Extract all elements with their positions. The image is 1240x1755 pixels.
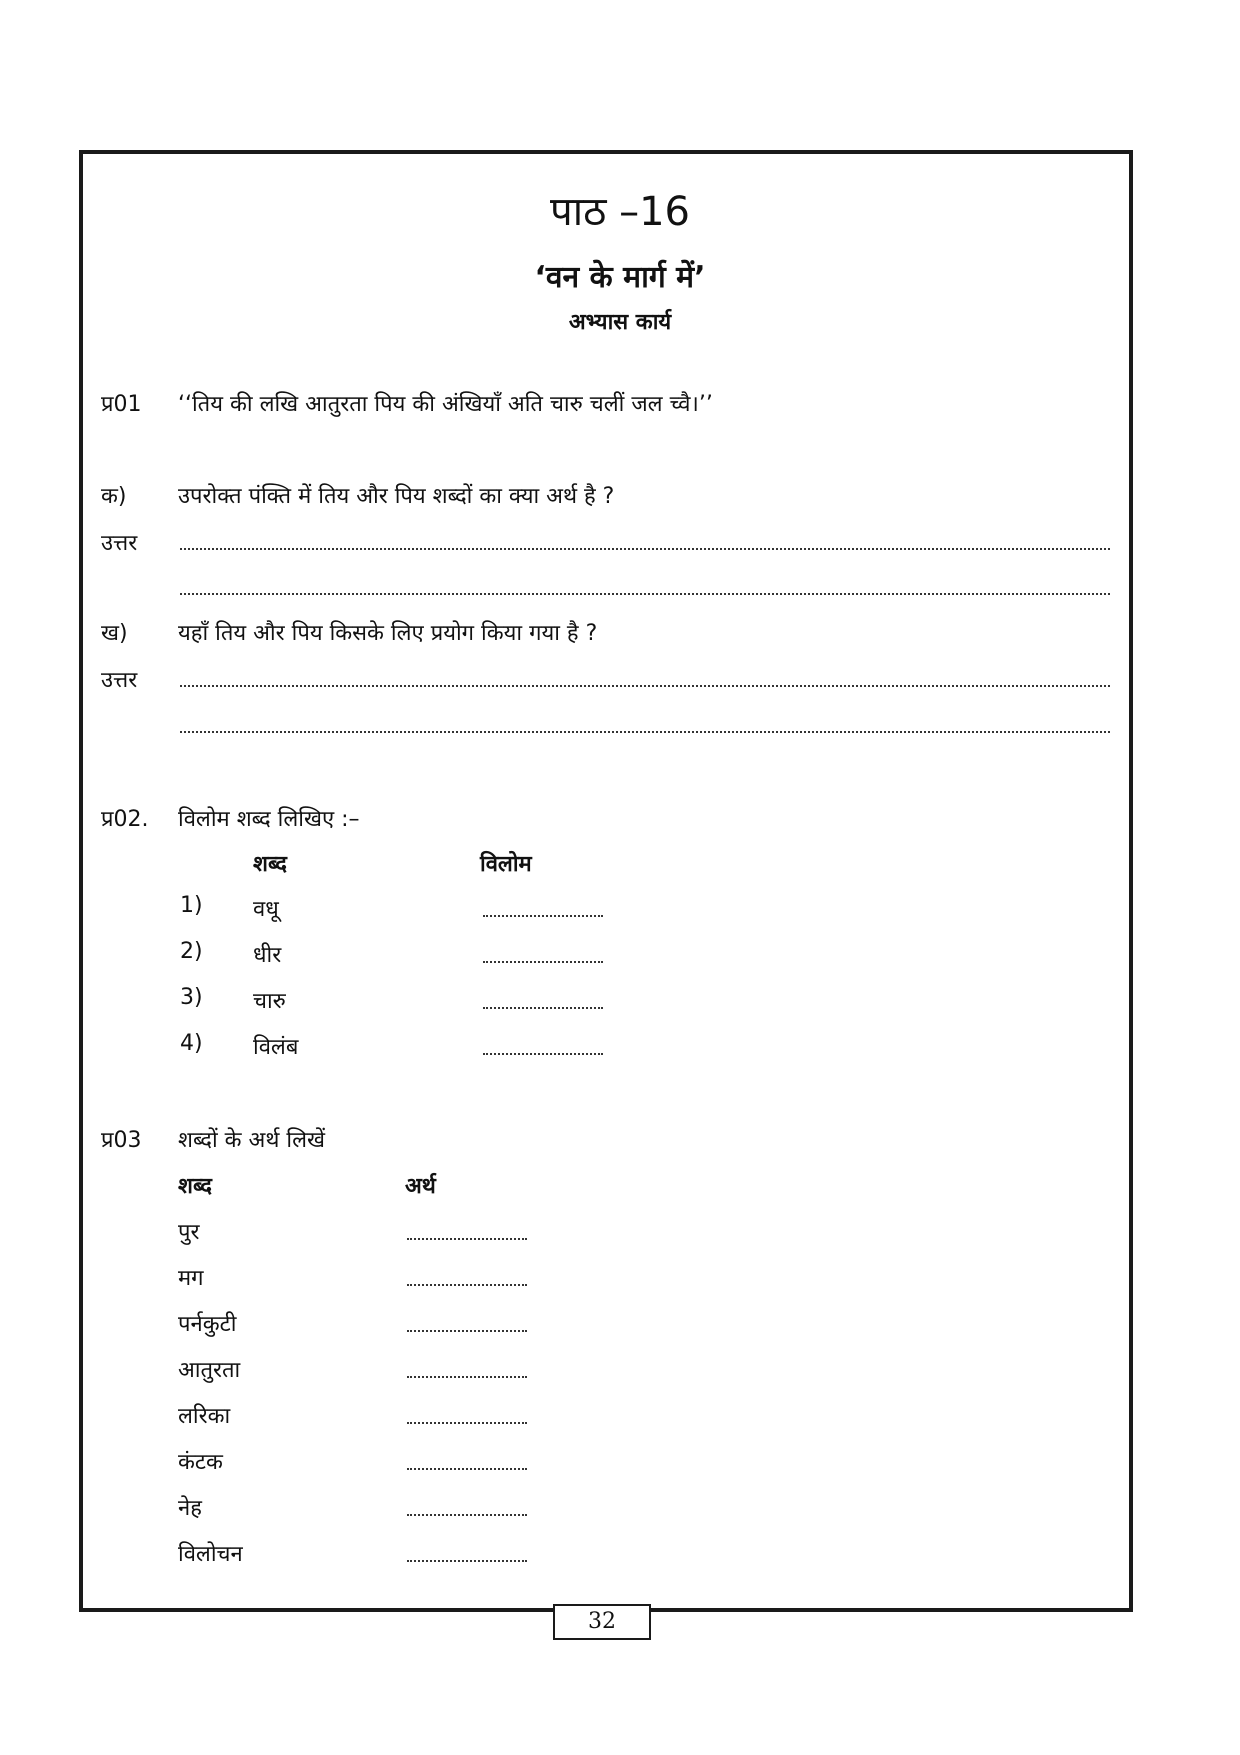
answer-line[interactable] — [180, 593, 1110, 595]
q2-row-num: 4) — [180, 1031, 203, 1056]
q2-col-word: शब्द — [253, 852, 287, 877]
q2-row-word: चारु — [253, 989, 286, 1014]
q2-row-num: 3) — [180, 985, 203, 1010]
exercise-heading: अभ्यास कार्य — [568, 310, 672, 335]
meaning-answer-line[interactable] — [407, 1330, 527, 1332]
meaning-answer-line[interactable] — [407, 1284, 527, 1286]
q2-label: प्र02. — [101, 807, 149, 832]
chapter-title: पाठ –16 — [550, 189, 690, 235]
q3-text: शब्दों के अर्थ लिखें — [178, 1128, 326, 1153]
q3-label: प्र03 — [101, 1128, 142, 1153]
answer-line[interactable] — [180, 731, 1110, 733]
meaning-answer-line[interactable] — [407, 1468, 527, 1470]
q1a-label: क) — [101, 484, 127, 509]
q1a-answer-label: उत्तर — [101, 531, 138, 556]
q2-row-num: 1) — [180, 893, 203, 918]
q2-row-word: वधू — [253, 897, 279, 922]
antonym-answer-line[interactable] — [483, 961, 603, 963]
meaning-answer-line[interactable] — [407, 1560, 527, 1562]
q3-col-meaning: अर्थ — [405, 1174, 436, 1199]
q2-text: विलोम शब्द लिखिए :– — [178, 807, 360, 832]
q3-word: पर्नकुटी — [178, 1312, 237, 1337]
q3-word: नेह — [178, 1496, 202, 1521]
q3-word: विलोचन — [178, 1542, 243, 1567]
q3-word: पुर — [178, 1220, 200, 1245]
q3-col-word: शब्द — [178, 1174, 212, 1199]
q1b-label: ख) — [101, 621, 128, 646]
q2-row-num: 2) — [180, 939, 203, 964]
antonym-answer-line[interactable] — [483, 1007, 603, 1009]
answer-line[interactable] — [180, 685, 1110, 687]
q3-word: आतुरता — [178, 1358, 241, 1383]
page-number: 32 — [553, 1604, 651, 1640]
q3-word: मग — [178, 1266, 204, 1291]
antonym-answer-line[interactable] — [483, 1053, 603, 1055]
q2-row-word: धीर — [253, 943, 282, 968]
meaning-answer-line[interactable] — [407, 1422, 527, 1424]
antonym-answer-line[interactable] — [483, 915, 603, 917]
q1-label: प्र01 — [101, 392, 142, 417]
q1a-text: उपरोक्त पंक्ति में तिय और पिय शब्दों का क्या अर्थ है ? — [178, 484, 615, 509]
q1b-answer-label: उत्तर — [101, 668, 138, 693]
q2-row-word: विलंब — [253, 1035, 299, 1060]
meaning-answer-line[interactable] — [407, 1376, 527, 1378]
q3-word: कंटक — [178, 1450, 223, 1475]
meaning-answer-line[interactable] — [407, 1514, 527, 1516]
answer-line[interactable] — [180, 548, 1110, 550]
meaning-answer-line[interactable] — [407, 1238, 527, 1240]
page-border — [79, 150, 1133, 1612]
q3-word: लरिका — [178, 1404, 231, 1429]
chapter-subtitle: ‘वन के मार्ग में’ — [534, 260, 706, 295]
q2-col-antonym: विलोम — [480, 852, 532, 877]
q1b-text: यहाँ तिय और पिय किसके लिए प्रयोग किया गया है ? — [178, 621, 598, 646]
q1-text: ‘‘तिय की लखि आतुरता पिय की अंखियाँ अति चारु चलीं जल च्वै।’’ — [178, 392, 713, 417]
